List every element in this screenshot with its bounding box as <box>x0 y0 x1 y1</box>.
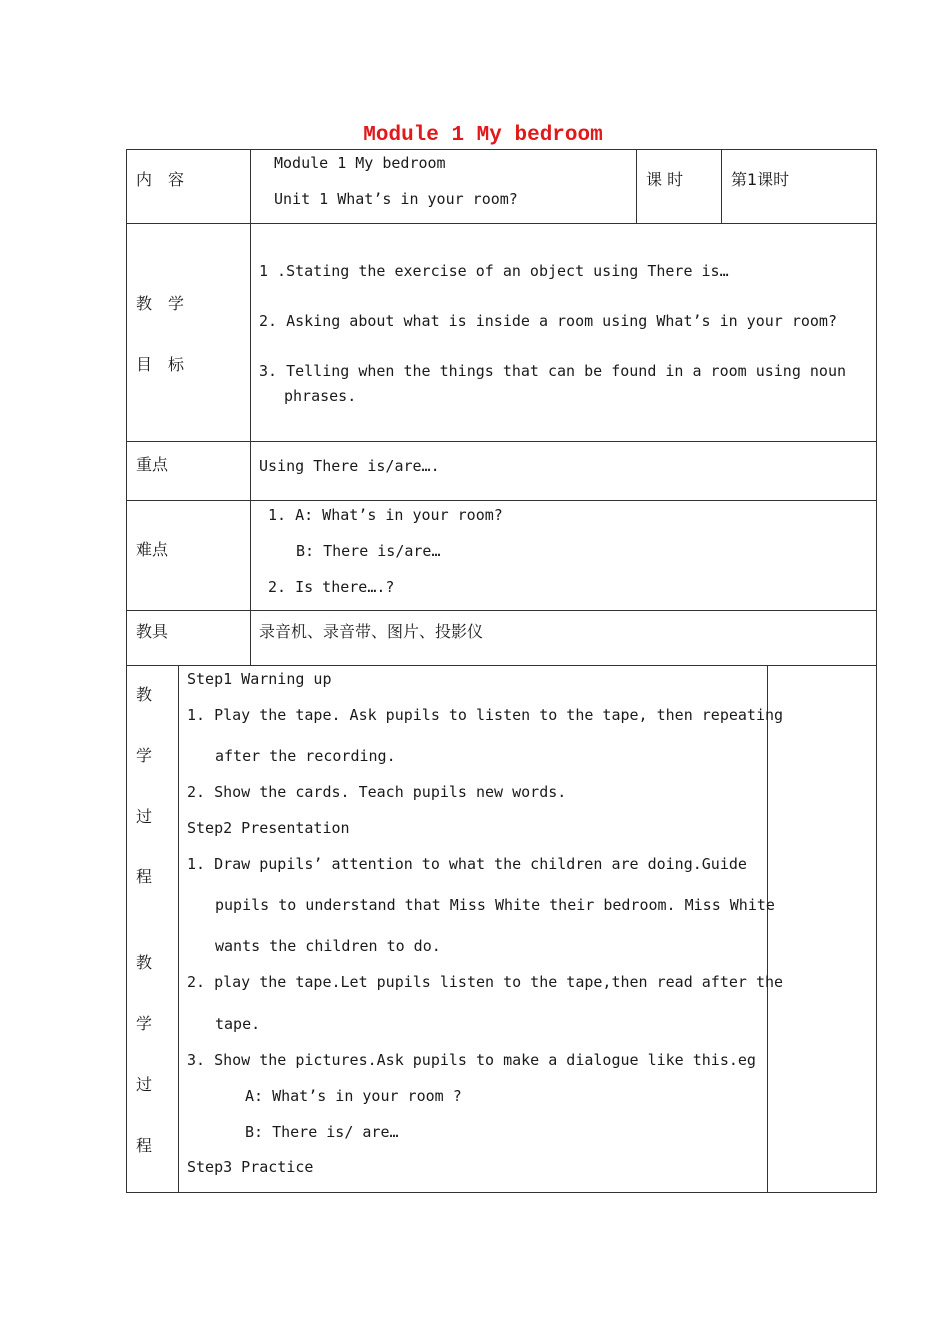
objectives-label-1: 教 学 <box>136 294 185 313</box>
objectives-label-cell <box>126 223 251 442</box>
process-step-heading: Step2 Presentation <box>187 819 350 837</box>
difficulty-line: B: There is/are… <box>296 542 441 560</box>
period-value: 第1课时 <box>731 170 790 189</box>
objective-item: 1 .Stating the exercise of an object using There is… <box>259 262 729 280</box>
process-label-char: 过 <box>136 807 153 826</box>
process-label-char: 程 <box>136 867 153 886</box>
difficulty-line: 1. A: What’s in your room? <box>268 506 503 524</box>
difficulty-line: 2. Is there….? <box>268 578 395 596</box>
objective-item: 2. Asking about what is inside a room using What’s in your room? <box>259 312 837 330</box>
process-line: 2. play the tape.Let pupils listen to the tape,then read after the <box>187 973 784 991</box>
process-step-heading: Step3 Practice <box>187 1158 314 1176</box>
process-line: wants the children to do. <box>215 937 441 955</box>
process-line: after the recording. <box>215 747 396 765</box>
key-point-value: Using There is/are…. <box>259 457 440 475</box>
process-line: 2. Show the cards. Teach pupils new words. <box>187 783 567 801</box>
tools-label: 教具 <box>136 622 169 641</box>
tools-value: 录音机、录音带、图片、投影仪 <box>259 622 484 641</box>
difficulty-label: 难点 <box>136 540 169 559</box>
process-label-char: 学 <box>136 1014 153 1033</box>
objectives-cell <box>250 223 877 442</box>
process-dialogue-line: A: What’s in your room ? <box>245 1087 462 1105</box>
content-unit: Unit 1 What’s in your room? <box>274 190 518 208</box>
process-label-char: 程 <box>136 1136 153 1155</box>
process-line: 3. Show the pictures.Ask pupils to make a dialogue like this.eg <box>187 1051 756 1069</box>
objectives-label-2: 目 标 <box>136 355 185 374</box>
key-point-label: 重点 <box>136 455 169 474</box>
content-module: Module 1 My bedroom <box>274 154 446 172</box>
process-dialogue-line: B: There is/ are… <box>245 1123 399 1141</box>
process-step-heading: Step1 Warning up <box>187 670 332 688</box>
objective-item: 3. Telling when the things that can be found in a room using noun <box>259 362 846 380</box>
process-notes-cell <box>767 665 877 1193</box>
process-label-char: 过 <box>136 1075 153 1094</box>
process-cell <box>178 665 768 1193</box>
process-label-cell <box>126 665 179 1193</box>
process-line: tape. <box>215 1015 261 1033</box>
period-label: 课 时 <box>646 170 684 189</box>
process-line: pupils to understand that Miss White their bedroom. Miss White <box>215 896 775 914</box>
page-title: Module 1 My bedroom <box>363 124 603 147</box>
process-line: 1. Play the tape. Ask pupils to listen to the tape, then repeating <box>187 706 784 724</box>
process-label-char: 教 <box>136 953 153 972</box>
content-label: 内 容 <box>136 170 185 189</box>
objective-item-continued: phrases. <box>284 387 357 405</box>
process-label-char: 教 <box>136 685 153 704</box>
process-label-char: 学 <box>136 746 153 765</box>
process-line: 1. Draw pupils’ attention to what the children are doing.Guide <box>187 855 747 873</box>
